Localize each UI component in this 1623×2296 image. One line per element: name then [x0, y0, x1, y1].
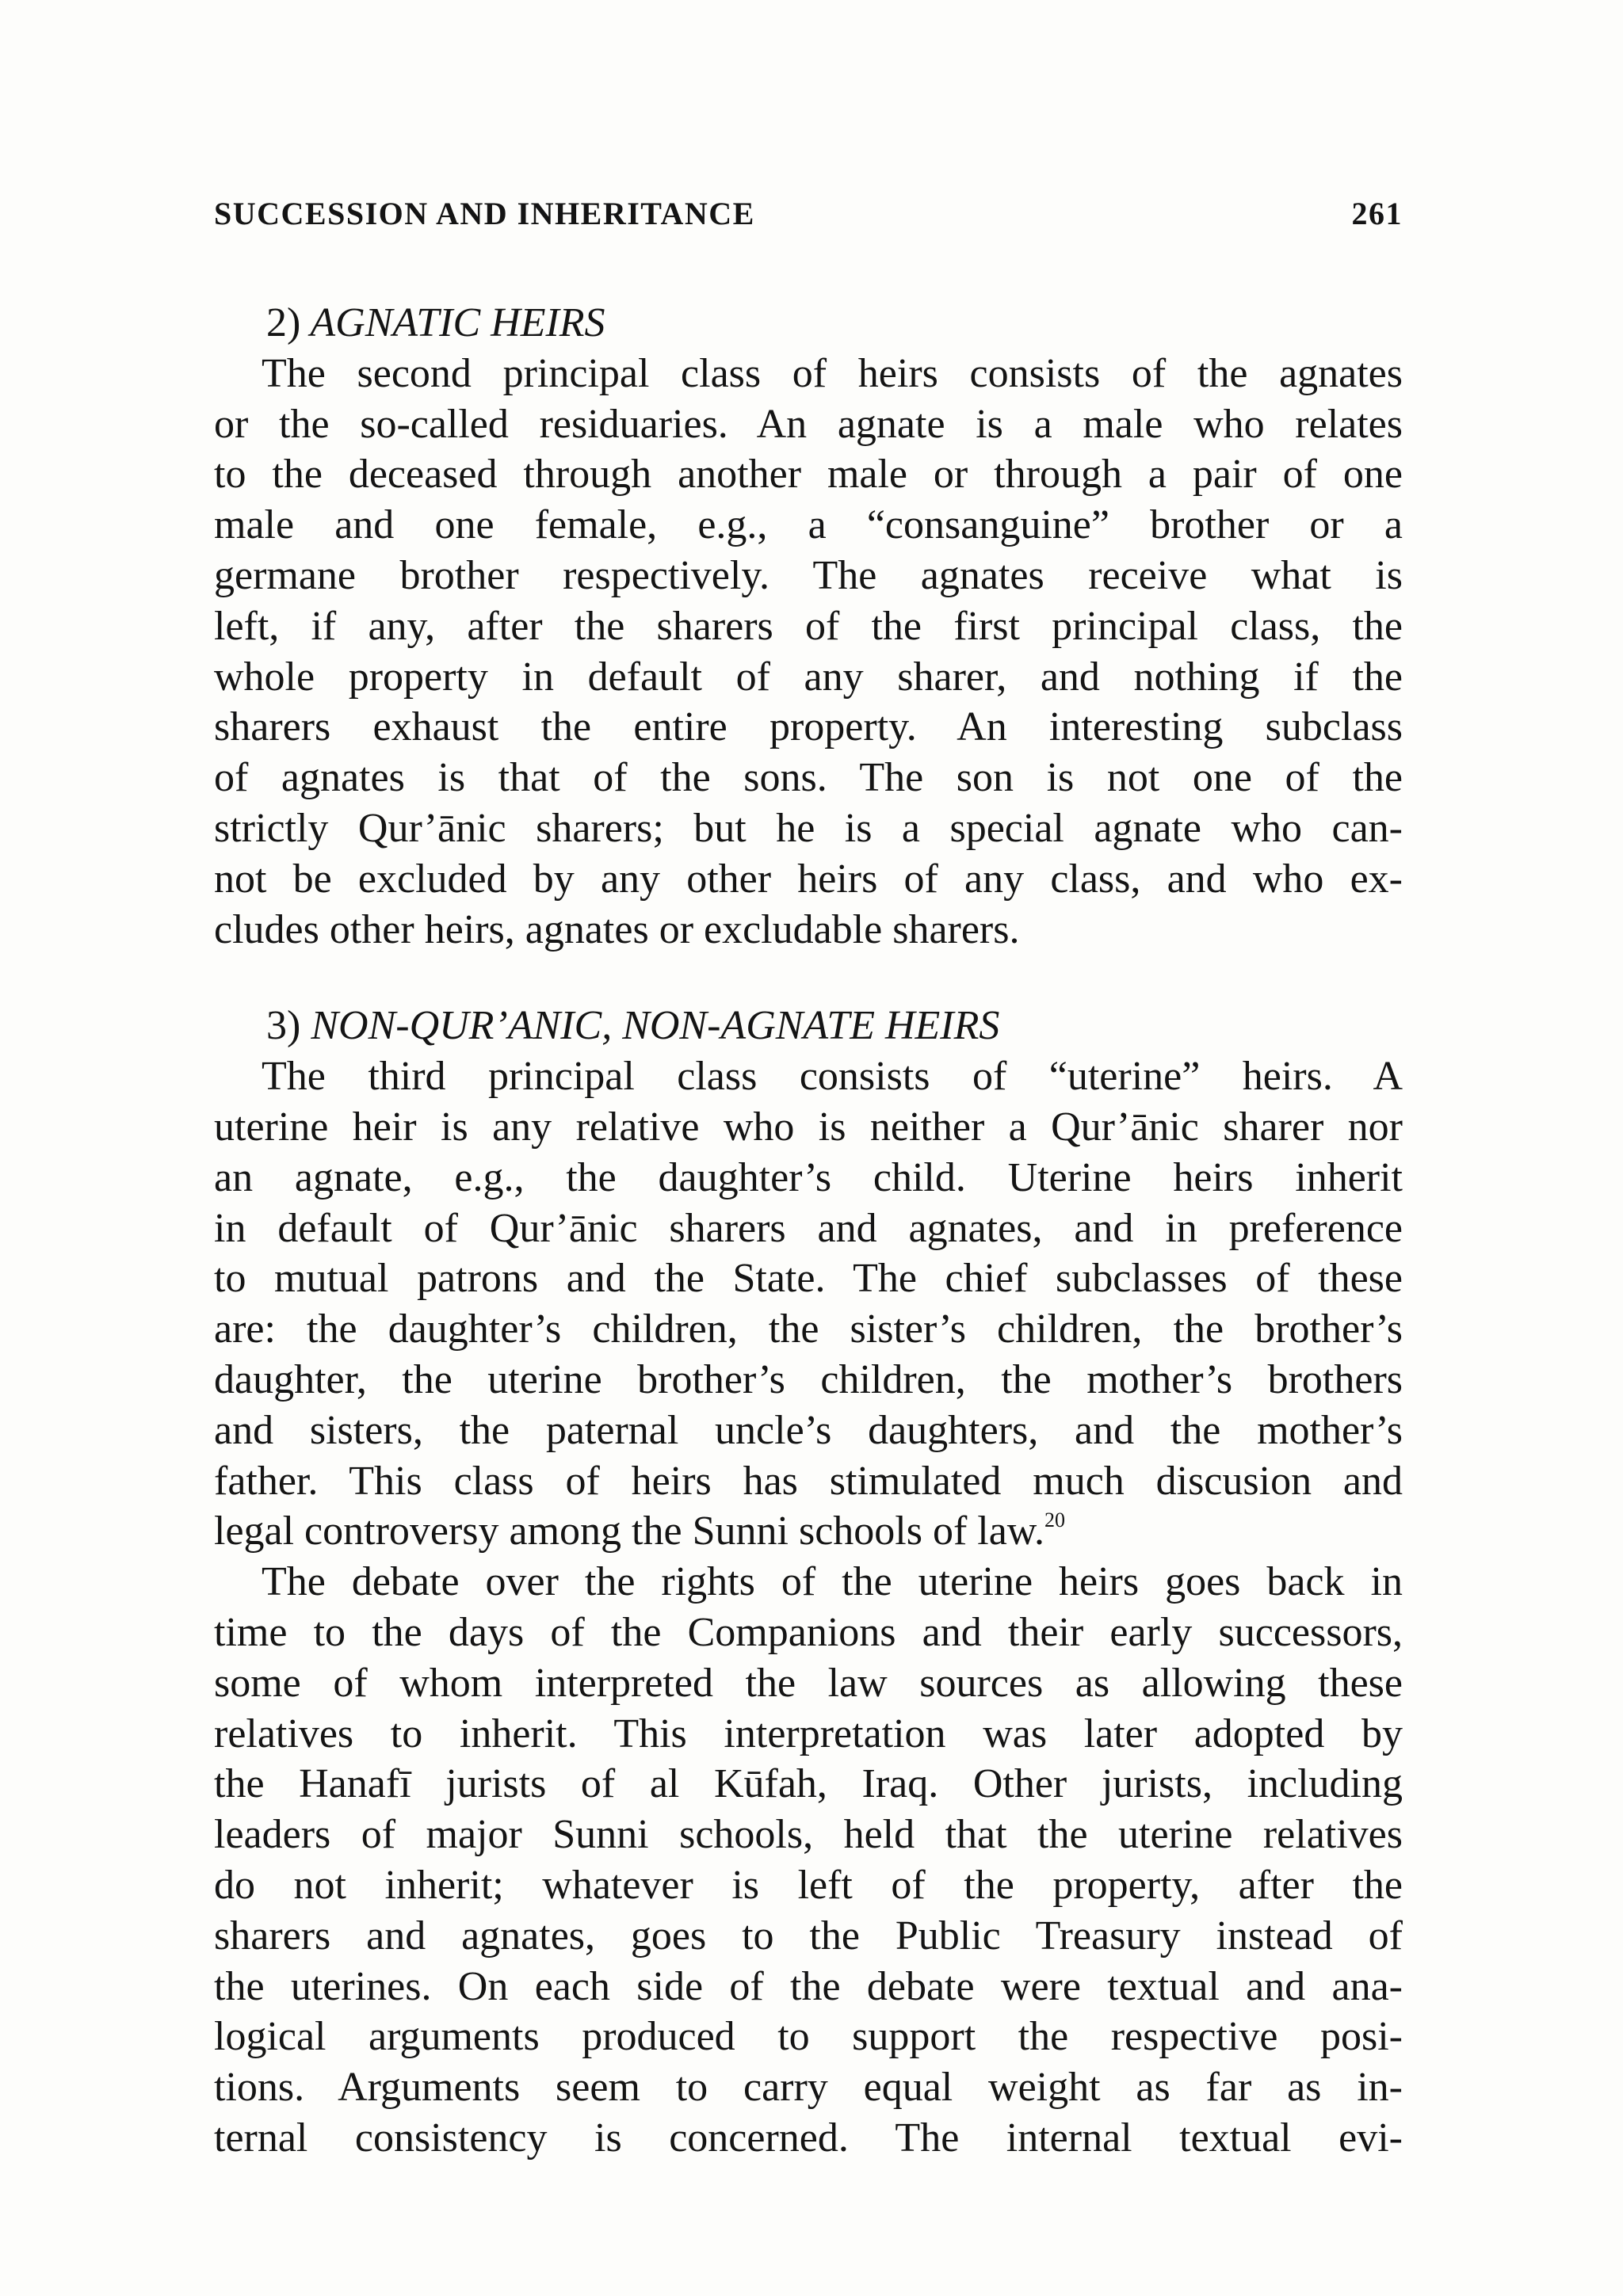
text-line: The debate over the rights of the uterine heirs goes back in [262, 1559, 1403, 1605]
paragraph [214, 1051, 1403, 1557]
footnote-reference: 20 [1044, 1508, 1065, 1532]
section-heading-agnatic-heirs [214, 298, 1403, 349]
text-line: some of whom interpreted the law sources as allowing these [214, 1660, 1403, 1706]
text-line: male and one female, e.g., a “consanguine” brother or a [214, 502, 1403, 548]
text-line: sharers exhaust the entire property. An interesting subclass [214, 704, 1403, 750]
page-number: 261 [1351, 196, 1403, 231]
section-title: AGNATIC HEIRS [310, 300, 605, 345]
section-title: NON-QUR’ANIC, NON-AGNATE HEIRS [311, 1003, 1000, 1049]
text-line: The third principal class consists of “uterine” heirs. A [262, 1054, 1403, 1100]
text-line: logical arguments produced to support the respective posi- [214, 2014, 1403, 2060]
text-line: are: the daughter’s children, the sister’s children, the brother’s [214, 1306, 1403, 1352]
body-text [214, 298, 1403, 2164]
text-line: sharers and agnates, goes to the Public Treasury instead of [214, 1913, 1403, 1958]
paragraph [214, 349, 1403, 955]
text-line: strictly Qur’ānic sharers; but he is a special agnate who can- [214, 805, 1403, 851]
text-line: cludes other heirs, agnates or excludable sharers. [214, 906, 1020, 952]
text-line: germane brother respectively. The agnates receive what is [214, 552, 1403, 598]
text-line: The second principal class of heirs consists of the agnates [262, 350, 1403, 396]
text-line: not be excluded by any other heirs of any class, and who ex- [214, 856, 1403, 902]
text-line: uterine heir is any relative who is neither a Qur’ānic sharer nor [214, 1104, 1403, 1150]
text-line [214, 1506, 1403, 1557]
text-line: and sisters, the paternal uncle’s daughters, and the mother’s [214, 1407, 1403, 1453]
text-line: whole property in default of any sharer, and nothing if the [214, 654, 1403, 700]
text-line: father. This class of heirs has stimulated much discusion and [214, 1458, 1403, 1504]
text-line: or the so-called residuaries. An agnate is a male who relates [214, 401, 1403, 447]
section-number: 3) [266, 1003, 301, 1049]
text-line: the Hanafī jurists of al Kūfah, Iraq. Other jurists, including [214, 1761, 1403, 1807]
text-line: relatives to inherit. This interpretation was later adopted by [214, 1711, 1403, 1756]
running-head [214, 195, 1403, 235]
text-line: daughter, the uterine brother’s children, the mother’s brothers [214, 1356, 1403, 1402]
text-line: of agnates is that of the sons. The son is not one of the [214, 755, 1403, 801]
text-line: an agnate, e.g., the daughter’s child. Uterine heirs inherit [214, 1154, 1403, 1200]
text-line: to the deceased through another male or through a pair of one [214, 452, 1403, 498]
text-line-content: legal controversy among the Sunni schools of law. [214, 1508, 1044, 1554]
paragraph [214, 1557, 1403, 2164]
running-head-title: SUCCESSION AND INHERITANCE [214, 196, 755, 231]
text-line: left, if any, after the sharers of the first principal class, the [214, 603, 1403, 649]
text-line: ternal consistency is concerned. The internal textual evi- [214, 2115, 1403, 2161]
text-line: do not inherit; whatever is left of the property, after the [214, 1862, 1403, 1908]
text-line: to mutual patrons and the State. The chief subclasses of these [214, 1256, 1403, 1302]
text-line: in default of Qur’ānic sharers and agnates, and in preference [214, 1205, 1403, 1251]
text-line: leaders of major Sunni schools, held that the uterine relatives [214, 1812, 1403, 1858]
section-number: 2) [266, 300, 301, 345]
text-line: tions. Arguments seem to carry equal weight as far as in- [214, 2065, 1403, 2111]
section-gap [214, 955, 1403, 1001]
text-line: time to the days of the Companions and their early successors, [214, 1609, 1403, 1655]
section-heading-non-quranic-heirs [214, 1001, 1403, 1051]
text-line: the uterines. On each side of the debate were textual and ana- [214, 1963, 1403, 2009]
